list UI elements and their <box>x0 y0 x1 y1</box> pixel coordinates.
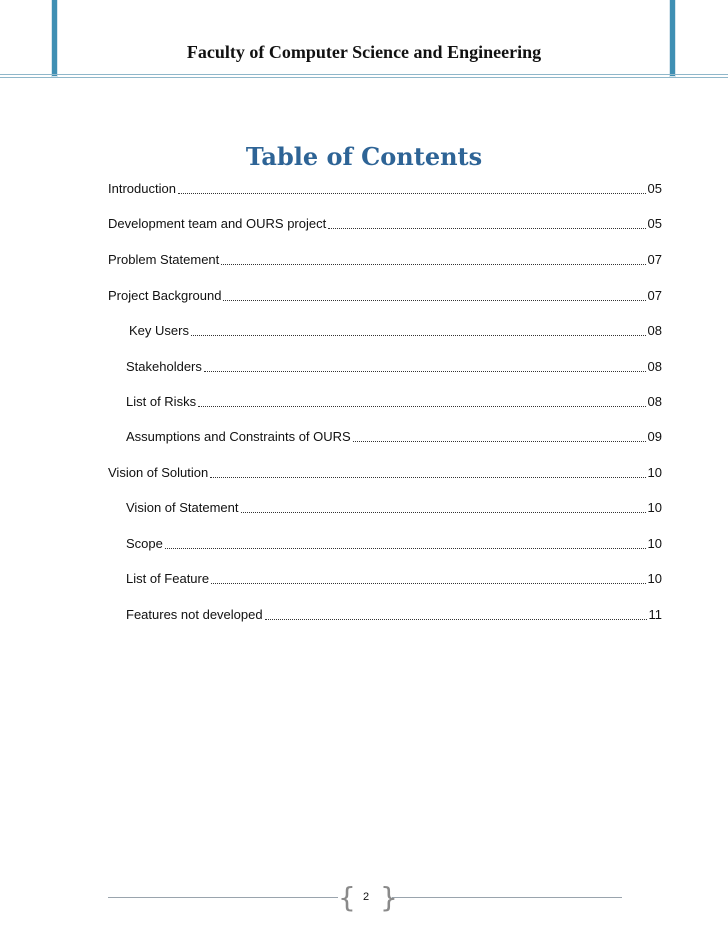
toc-entry-label: Vision of Solution <box>108 465 209 480</box>
toc-entry-page: 08 <box>647 323 662 338</box>
toc-entry-label: Scope <box>126 536 163 551</box>
toc-entry[interactable] <box>108 606 662 624</box>
toc-entry-page: 07 <box>647 252 662 267</box>
toc-entry[interactable] <box>108 180 662 198</box>
toc-entry-label: List of Feature <box>126 571 210 586</box>
toc-entry-label: Development team and OURS project <box>108 216 327 231</box>
toc-entry[interactable] <box>108 499 662 517</box>
toc-leader <box>204 371 646 372</box>
toc-entry-page: 10 <box>647 536 662 551</box>
toc-entry-label: Features not developed <box>126 607 263 622</box>
toc-leader <box>191 335 646 336</box>
toc-leader <box>165 548 646 549</box>
toc-entry[interactable] <box>108 215 662 233</box>
footer-brace-left: { <box>338 881 356 914</box>
toc-entry-label: Key Users <box>129 323 189 338</box>
toc-entry[interactable] <box>108 251 662 269</box>
header-title: Faculty of Computer Science and Engineering <box>186 42 542 62</box>
header-left-bar <box>52 0 57 76</box>
toc-entry-label: Project Background <box>108 288 222 303</box>
footer-brace-right: } <box>380 881 398 914</box>
toc-entry-page: 05 <box>647 181 662 196</box>
toc-leader <box>198 406 645 407</box>
toc-entry-page: 07 <box>647 288 662 303</box>
toc-entry-page: 09 <box>647 429 662 444</box>
toc-entry[interactable] <box>108 428 662 446</box>
header-divider <box>0 74 728 75</box>
toc-leader <box>211 583 645 584</box>
toc-entry[interactable] <box>108 535 662 553</box>
toc-entry-page: 10 <box>647 465 662 480</box>
header-divider-secondary <box>0 77 728 78</box>
toc-entry-page: 11 <box>648 607 662 622</box>
toc-entry-label: List of Risks <box>126 394 197 409</box>
toc-entry-label: Introduction <box>108 181 176 196</box>
footer-rule-right <box>392 897 622 898</box>
toc-leader <box>241 512 646 513</box>
toc-entry-page: 10 <box>647 571 662 586</box>
toc-entry-page: 05 <box>647 216 662 231</box>
toc-leader <box>223 300 645 301</box>
toc-entry-label: Assumptions and Constraints of OURS <box>126 429 351 444</box>
page-number: 2 <box>362 891 370 903</box>
toc-entry-label: Vision of Statement <box>126 500 239 515</box>
toc-entry[interactable] <box>108 393 662 411</box>
toc-entry-label: Problem Statement <box>108 252 220 267</box>
toc-leader <box>178 193 646 194</box>
toc-leader <box>328 228 645 229</box>
toc-entry-label: Stakeholders <box>126 359 202 374</box>
toc-leader <box>210 477 645 478</box>
toc-title: Table of Contents <box>245 142 483 171</box>
toc-entry[interactable] <box>108 322 662 340</box>
toc-entry[interactable] <box>108 287 662 305</box>
toc-entry[interactable] <box>108 464 662 482</box>
toc-leader <box>265 619 647 620</box>
toc-leader <box>221 264 645 265</box>
toc-entry[interactable] <box>108 358 662 376</box>
toc-entry-page: 10 <box>647 500 662 515</box>
footer-rule-left <box>108 897 338 898</box>
toc-leader <box>353 441 646 442</box>
toc-entry-page: 08 <box>647 359 662 374</box>
toc-entry-page: 08 <box>647 394 662 409</box>
header-right-bar <box>670 0 675 76</box>
toc-entry[interactable] <box>108 570 662 588</box>
